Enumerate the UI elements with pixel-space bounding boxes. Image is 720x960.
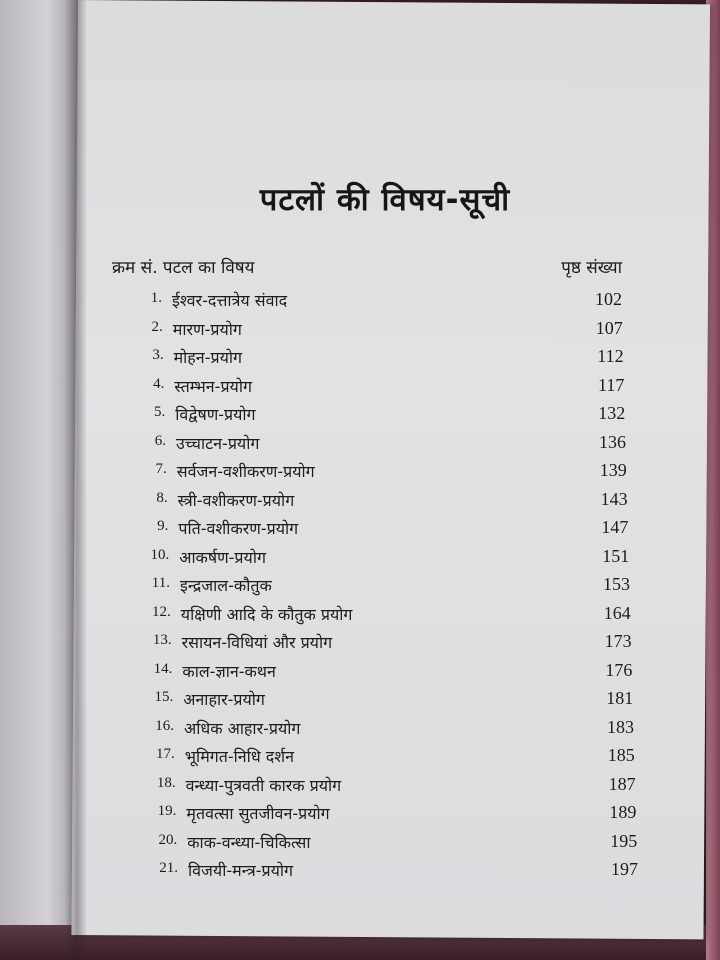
- page-title: पटलों की विषय-सूची: [259, 182, 511, 218]
- toc-entry: [118, 515, 628, 544]
- entry-topic: वन्ध्या-पुत्रवती कारक प्रयोग: [185, 775, 342, 795]
- entry-topic: आकर्षण-प्रयोग: [179, 547, 266, 567]
- toc-entry: [114, 344, 624, 373]
- entry-number: 9.: [157, 518, 169, 534]
- entry-topic: काल-ज्ञान-कथन: [182, 661, 276, 681]
- entry-number: 19.: [157, 803, 177, 819]
- entry-number: 21.: [159, 860, 178, 876]
- toc-entry: [119, 544, 629, 573]
- toc-entry: [127, 829, 637, 858]
- entry-topic: मृतवत्सा सुतजीवन-प्रयोग: [186, 804, 330, 823]
- toc-entry: [125, 743, 635, 772]
- entry-page-number: 151: [602, 545, 630, 566]
- entry-page-number: 117: [598, 374, 625, 395]
- entry-number: 17.: [156, 746, 175, 762]
- toc-entry: [113, 316, 623, 345]
- toc-entry: [117, 458, 627, 487]
- toc-entry: [112, 287, 622, 316]
- entry-topic: मारण-प्रयोग: [172, 319, 242, 339]
- entry-topic: अधिक आहार-प्रयोग: [184, 718, 301, 738]
- entry-number: 11.: [151, 575, 170, 591]
- toc-entry: [122, 629, 632, 658]
- toc-entry: [114, 373, 624, 402]
- entry-number: 15.: [154, 689, 174, 705]
- entry-number: 7.: [155, 461, 167, 477]
- toc-entry: [121, 601, 631, 630]
- entry-topic: यक्षिणी आदि के कौतुक प्रयोग: [180, 604, 353, 624]
- entry-page-number: 153: [603, 574, 630, 594]
- toc-entry: [123, 686, 633, 715]
- entry-number: 2.: [151, 318, 163, 335]
- entry-topic: इन्द्रजाल-कौतुक: [180, 576, 272, 595]
- entry-topic: ईश्वर-दत्तात्रेय संवाद: [172, 291, 288, 310]
- entry-page-number: 147: [601, 517, 629, 537]
- entry-page-number: 173: [604, 631, 632, 651]
- entry-page-number: 164: [603, 602, 631, 623]
- entry-topic: रसायन-विधियां और प्रयोग: [181, 633, 333, 652]
- entry-page-number: 143: [600, 488, 628, 509]
- entry-page-number: 102: [595, 289, 622, 309]
- entry-page-number: 187: [608, 773, 636, 794]
- entry-number: 20.: [158, 831, 178, 848]
- toc-entry: [118, 487, 628, 516]
- toc-entry: [126, 772, 636, 801]
- entry-topic: अनाहार-प्रयोग: [183, 690, 265, 709]
- entry-topic: विजयी-मन्त्र-प्रयोग: [188, 861, 294, 880]
- entry-number: 5.: [153, 404, 166, 420]
- entry-page-number: 195: [610, 830, 638, 851]
- entry-page-number: 189: [609, 802, 637, 822]
- entry-page-number: 132: [598, 403, 626, 423]
- entry-page-number: 112: [597, 346, 624, 366]
- entry-number: 18.: [156, 774, 176, 791]
- entry-page-number: 181: [606, 688, 634, 708]
- entry-topic: उच्चाटन-प्रयोग: [176, 433, 260, 453]
- column-header: [112, 255, 622, 281]
- toc-entry: [120, 572, 630, 601]
- entry-topic: पति-वशीकरण-प्रयोग: [178, 519, 299, 538]
- entry-topic: सर्वजन-वशीकरण-प्रयोग: [176, 462, 315, 481]
- entry-topic: भूमिगत-निधि दर्शन: [184, 747, 295, 766]
- entry-number: 16.: [155, 717, 174, 734]
- toc-entry: [122, 658, 632, 687]
- entry-number: 8.: [156, 489, 168, 506]
- entry-topic: स्तम्भन-प्रयोग: [174, 376, 252, 396]
- entry-topic: काक-वन्ध्या-चिकित्सा: [187, 832, 311, 852]
- entry-page-number: 185: [607, 745, 635, 765]
- header-page-number: पृष्ठ संख्या: [561, 258, 622, 278]
- toc-entry: [115, 401, 625, 430]
- entry-topic: मोहन-प्रयोग: [173, 348, 243, 367]
- entry-page-number: 139: [599, 460, 627, 480]
- entry-topic: स्त्री-वशीकरण-प्रयोग: [177, 490, 295, 510]
- toc-entry: [126, 800, 636, 829]
- entry-page-number: 136: [599, 431, 626, 452]
- entry-number: 1.: [150, 290, 162, 306]
- spine-shadow: [64, 0, 86, 960]
- entry-page-number: 183: [607, 716, 634, 737]
- header-serial-topic: क्रम सं. पटल का विषय: [112, 258, 255, 278]
- entry-page-number: 107: [595, 317, 623, 338]
- toc-entry: [116, 430, 626, 459]
- toc-entry: [124, 715, 634, 744]
- entry-number: 4.: [153, 375, 165, 392]
- entry-number: 10.: [150, 546, 170, 563]
- entry-number: 3.: [152, 347, 164, 363]
- entry-topic: विद्वेषण-प्रयोग: [175, 405, 256, 424]
- entry-page-number: 197: [611, 859, 638, 879]
- entry-number: 12.: [152, 603, 171, 620]
- toc-entry: [128, 857, 638, 886]
- entry-number: 6.: [154, 432, 166, 449]
- entry-number: 13.: [152, 632, 172, 648]
- entry-page-number: 176: [605, 659, 633, 680]
- entry-number: 14.: [153, 660, 173, 677]
- contents-list: [112, 287, 638, 886]
